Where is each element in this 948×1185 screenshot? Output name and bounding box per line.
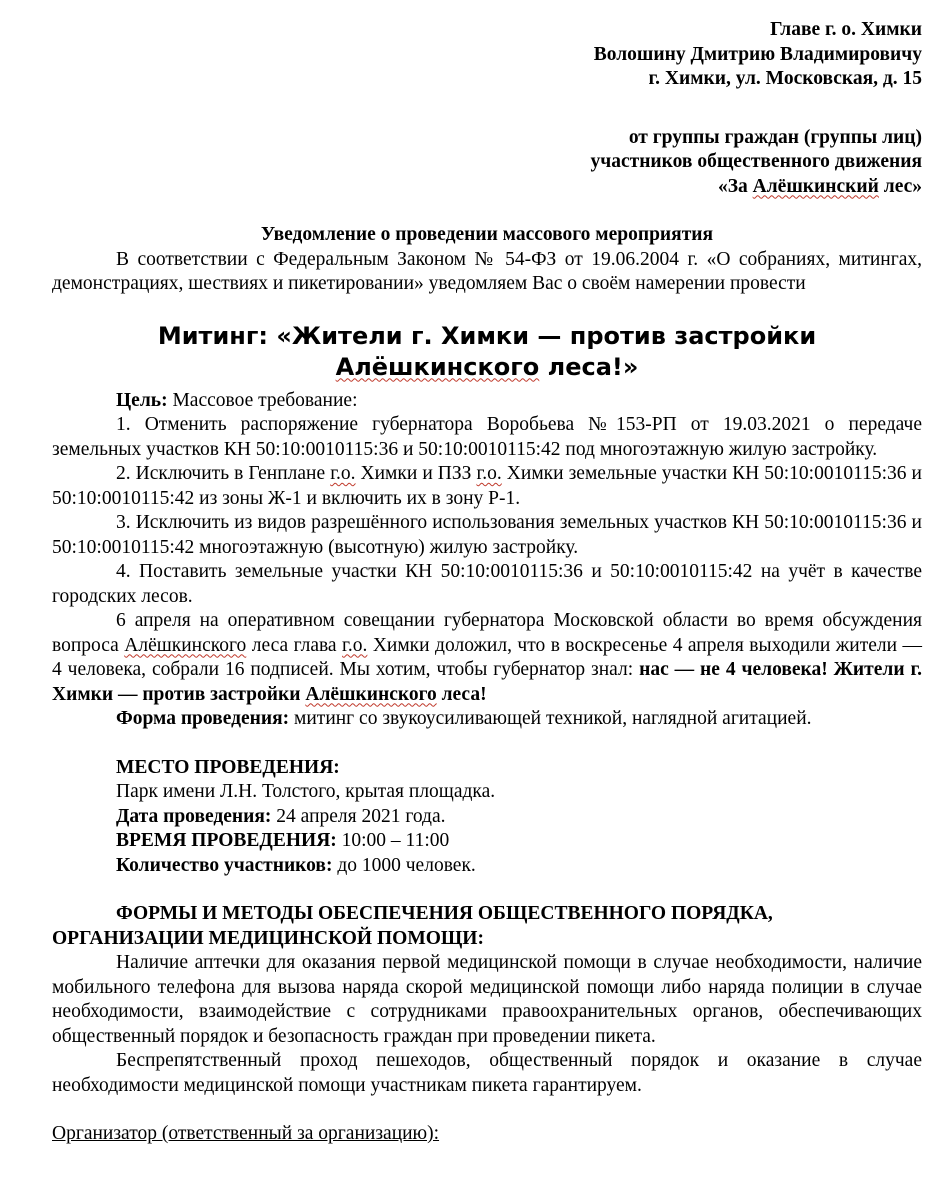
order-paragraph-1: Наличие аптечки для оказания первой медицинской помощи в случае необходимости, наличие мобильного телефона для вызова наряда скорой медицинской помощи либо наряда полиции в случае необходимости, взаимодействие с сотрудниками правоохранительных органов, обеспечивающих общественный порядок и безопасность граждан при проведении пикета.: [52, 952, 922, 1047]
recipient-line: Волошину Дмитрию Владимировичу: [593, 43, 922, 65]
rally-title-line: Митинг: «Жители г. Химки — против застройки: [157, 321, 817, 350]
notice-heading: Уведомление о проведении массового мероприятия: [260, 224, 714, 245]
goal-item-3: 3. Исключить из видов разрешённого использования земельных участков КН 50:10:0010115:36 и 50:10:0010115:42 многоэтажную (высотную) жилую застройку.: [52, 512, 922, 558]
spellcheck-word: Алёшкинский: [752, 175, 879, 197]
sender-block: [52, 126, 922, 200]
goal-value: Массовое требование:: [167, 389, 358, 411]
recipient-line: г. Химки, ул. Московская, д. 15: [648, 68, 922, 89]
time-line: [116, 829, 922, 854]
sender-line: «За Алёшкинский лес»: [717, 175, 922, 197]
sender-line: от группы граждан (группы лиц): [628, 126, 922, 148]
spellcheck-word: г.о.: [476, 463, 502, 484]
organizer-label: Организатор (ответственный за организацию):: [52, 1123, 440, 1144]
spellcheck-word: Алёшкинского: [124, 634, 247, 656]
count-value: до 1000 человек.: [332, 854, 476, 876]
goal-label: Цель:: [116, 389, 168, 411]
count-line: [116, 854, 922, 879]
goal-item-1: 1. Отменить распоряжение губернатора Воробьева №153-РП от 19.03.2021 о передаче земельных участков КН 50:10:0010115:36 и 50:10:0010115:42 под многоэтажную жилую застройку.: [52, 414, 922, 460]
time-label: ВРЕМЯ ПРОВЕДЕНИЯ:: [116, 830, 337, 851]
form-value: митинг со звукоусиливающей техникой, наглядной агитацией.: [289, 708, 812, 729]
time-value: 10:00 – 11:00: [336, 830, 450, 851]
count-label: Количество участников:: [116, 854, 333, 876]
order-paragraph-2: Беспрепятственный проход пешеходов, общественный порядок и оказание в случае необходимости медицинской помощи участникам пикета гарантируем.: [52, 1050, 922, 1096]
notice-intro: В соответствии с Федеральным Законом № 54-ФЗ от 19.06.2004 г. «О собраниях, митингах, демонстрациях, шествиях и пикетировании» уведомляем Вас о своём намерении провести: [52, 248, 922, 294]
form-label: Форма проведения:: [116, 708, 290, 729]
spellcheck-word: Алёшкинского: [305, 683, 437, 705]
goal-line: [52, 389, 922, 414]
recipient-block: [52, 18, 922, 92]
goal-item-4: 4. Поставить земельные участки КН 50:10:0010115:36 и 50:10:0010115:42 на учёт в качестве городских лесов.: [52, 561, 922, 607]
spellcheck-word: г.о.: [342, 634, 368, 656]
rally-title: [52, 321, 922, 383]
place-block: [52, 756, 922, 879]
recipient-line: Главе г. о. Химки: [770, 19, 922, 40]
goal-item-2: 2. Исключить в Генплане г.о. Химки и ПЗЗ г.о. Химки земельные участки КН 50:10:0010115:36 и 50:10:0010115:42 из зоны Ж-1 и включить их в зону Р-1.: [52, 463, 922, 509]
date-value: 24 апреля 2021 года.: [271, 805, 446, 827]
form-line: [52, 707, 922, 732]
context-paragraph: 6 апреля на оперативном совещании губернатора Московской области во время обсуждения вопроса Алёшкинского леса глава г.о. Химки доложил, что в воскресенье 4 апреля выходили жители — 4 человека, собрали 16 подписей. Мы хотим, чтобы губернатор знал: нас — не 4 человека! Жители г. Химки — против застройки Алёшкинского леса!: [52, 610, 922, 705]
document-page: [52, 18, 922, 1147]
order-heading: ФОРМЫ И МЕТОДЫ ОБЕСПЕЧЕНИЯ ОБЩЕСТВЕННОГО ПОРЯДКА, ОРГАНИЗАЦИИ МЕДИЦИНСКОЙ ПОМОЩИ:: [52, 903, 773, 949]
date-line: [116, 805, 922, 830]
spellcheck-word: Алёшкинского: [335, 352, 540, 381]
place-heading: МЕСТО ПРОВЕДЕНИЯ:: [116, 756, 340, 778]
date-label: Дата проведения:: [116, 805, 272, 827]
spellcheck-word: г.о.: [330, 463, 356, 484]
rally-title-line: Алёшкинского леса!»: [335, 352, 639, 381]
sender-line: участников общественного движения: [590, 151, 922, 172]
place-value: Парк имени Л.Н. Толстого, крытая площадка.: [116, 781, 496, 802]
